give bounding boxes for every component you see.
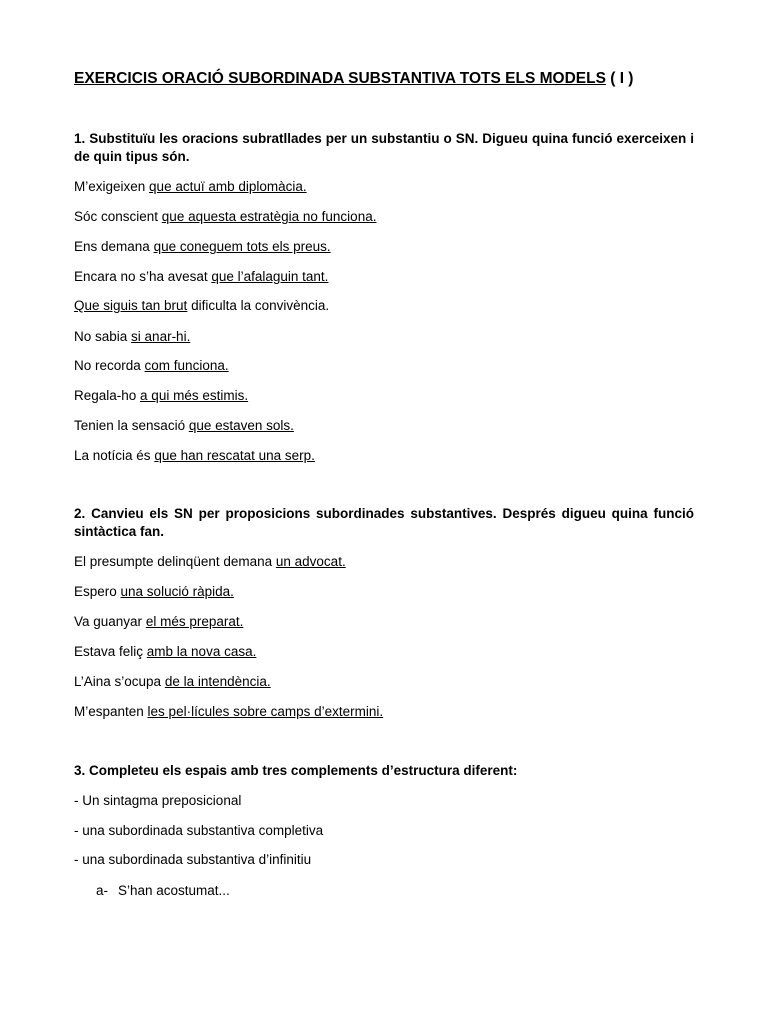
- item-underlined: a qui més estimis.: [140, 388, 249, 403]
- section1-item: [74, 387, 248, 405]
- page-title: [74, 70, 714, 88]
- section1-heading: 1. Substituïu les oracions subratllades per un substantiu o SN. Digueu quina funció exerceixen i de quin tipus són.: [74, 131, 694, 164]
- item-text: dificulta la convivència.: [187, 298, 330, 313]
- item-underlined: el més preparat.: [145, 614, 244, 629]
- item-text: Ens demana: [74, 239, 154, 254]
- list-item-text: S’han acostumat...: [118, 883, 230, 898]
- section2-item: [74, 673, 271, 691]
- item-underlined: Que siguis tan brut: [74, 298, 188, 313]
- section3-heading: 3. Completeu els espais amb tres complements d’estructura diferent:: [74, 763, 518, 778]
- item-text: Sóc conscient: [74, 209, 162, 224]
- section2-item: [74, 643, 256, 661]
- item-text: Estava feliç: [74, 644, 147, 659]
- item-underlined: que actuï amb diplomàcia.: [149, 179, 307, 194]
- item-underlined: que coneguem tots els preus.: [153, 239, 331, 254]
- item-text: Encara no s’ha avesat: [74, 269, 212, 284]
- item-underlined: com funciona.: [144, 358, 229, 373]
- section2-heading: 2. Canvieu els SN per proposicions subordinades substantives. Després digueu quina funció sintàctica fan.: [74, 506, 694, 539]
- title-main: EXERCICIS ORACIÓ SUBORDINADA SUBSTANTIVA TOTS ELS MODELS: [74, 70, 606, 87]
- section2-item: [74, 553, 346, 571]
- title-suffix: ( I ): [605, 70, 634, 87]
- section1-item: [74, 297, 329, 315]
- item-text: No sabia: [74, 329, 132, 344]
- list-marker: a-: [96, 883, 109, 898]
- item-underlined: que han rescatat una serp.: [154, 448, 315, 463]
- section1-item: [74, 268, 328, 286]
- section1-item: [74, 238, 331, 256]
- section2-item: [74, 583, 234, 601]
- section2-item: [74, 703, 383, 721]
- item-underlined: una solució ràpida.: [120, 584, 234, 599]
- section1-item: [74, 208, 376, 226]
- item-underlined: amb la nova casa.: [146, 644, 257, 659]
- item-underlined: un advocat.: [275, 554, 346, 569]
- section1-item: [74, 447, 315, 465]
- item-text: Espero: [74, 584, 121, 599]
- item-text: No recorda: [74, 358, 145, 373]
- item-text: M’espanten: [74, 704, 148, 719]
- item-text: M’exigeixen: [74, 179, 150, 194]
- item-text: L’Aina s’ocupa: [74, 674, 165, 689]
- section3-list-item: [96, 882, 230, 900]
- section3-item: - una subordinada substantiva completiva: [74, 823, 324, 838]
- section2-item: [74, 613, 243, 631]
- item-text: La notícia és: [74, 448, 155, 463]
- section1-item: [74, 178, 307, 196]
- section1-item: [74, 417, 294, 435]
- section1-item: [74, 328, 190, 346]
- item-underlined: que aquesta estratègia no funciona.: [161, 209, 377, 224]
- section1-item: [74, 357, 229, 375]
- item-text: Va guanyar: [74, 614, 146, 629]
- item-underlined: si anar-hi.: [131, 329, 191, 344]
- item-underlined: de la intendència.: [164, 674, 271, 689]
- item-text: El presumpte delinqüent demana: [74, 554, 276, 569]
- item-text: Regala-ho: [74, 388, 141, 403]
- item-underlined: les pel·lícules sobre camps d’extermini.: [147, 704, 384, 719]
- item-underlined: que l’afalaguin tant.: [211, 269, 329, 284]
- item-underlined: que estaven sols.: [188, 418, 294, 433]
- section3-item: - Un sintagma preposicional: [74, 793, 242, 808]
- section3-item: - una subordinada substantiva d’infinitiu: [74, 852, 312, 867]
- item-text: Tenien la sensació: [74, 418, 189, 433]
